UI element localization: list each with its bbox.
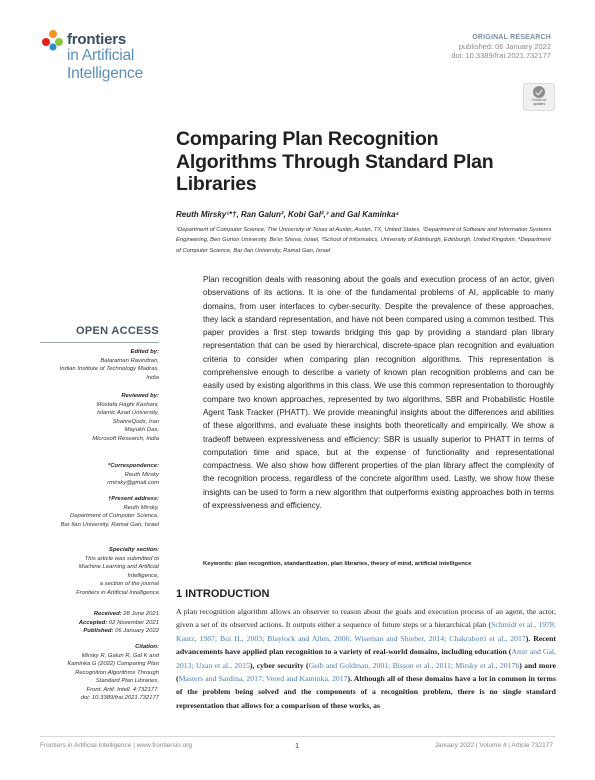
- footer-divider: [40, 736, 555, 737]
- keywords: [203, 561, 554, 567]
- citation-line: Kaminka G (2022) Comparing Plan: [67, 661, 159, 667]
- specialty-line: a section of the journal: [99, 581, 159, 587]
- footer-journal[interactable]: Frontiers in Artificial Intelligence | www.frontiersin.org: [40, 742, 192, 749]
- correspondence-name: Reuth Mirsky: [124, 471, 159, 478]
- author-list: Reuth Mirsky¹*†, Ran Galun², Kobi Gal²,³ and Gal Kaminka⁴: [176, 210, 400, 219]
- present-address: [29, 495, 159, 529]
- article-meta: [451, 33, 551, 60]
- correspondence-email[interactable]: rmirsky@gmail.com: [107, 480, 159, 486]
- published-row: [29, 627, 159, 636]
- keywords-label: Keywords:: [203, 561, 234, 567]
- reviewer-line: ShahreQods, Iran: [112, 418, 159, 425]
- citation-link[interactable]: Amir and Gal, 2013; Uzan et al., 2015: [176, 647, 556, 670]
- article-title: Comparing Plan Recognition Algorithms Through Standard Plan Libraries: [176, 128, 494, 195]
- citation-line: doi: 10.3389/frai.2021.732177: [80, 695, 159, 701]
- intro-text: A plan recognition algorithm allows an observer to reason about the goals and execution process of an agent, the actor, given a set of its observed actions. It outputs either a sequence of future steps or a hierarchical plan (: [176, 607, 556, 630]
- citation-line: Front. Artif. Intell. 4:732177.: [86, 686, 159, 693]
- specialty-line: Intelligence,: [127, 572, 159, 579]
- citation-line: Standard Plan Libraries.: [95, 678, 159, 684]
- citation-link[interactable]: Schmidt et al., 1978; Kautz, 1987; Bui H., 2003; Blaylock and Allen, 2006; Wiseman and Shieber, 2014; Chakraborti et al., 2017: [176, 620, 556, 643]
- page-number: 1: [295, 741, 300, 750]
- citation-link[interactable]: Geib and Goldman, 2001; Bisson et al., 2011; Mirsky et al., 2017b: [308, 660, 520, 670]
- published-label: Published:: [83, 628, 114, 634]
- received-label: Received:: [93, 611, 122, 617]
- editor-line: India: [146, 374, 159, 381]
- open-access-label: OPEN ACCESS: [76, 325, 159, 337]
- citation-link[interactable]: Masters and Sardina, 2017; Vered and Kaminka, 2017: [178, 674, 348, 684]
- intro-text: ). Although all of these domains have a lot in common in terms of the problem being solved and the components of a recognition problem, there is no single standard representation that allows for a comparison of these works, as: [176, 674, 557, 710]
- intro-paragraph: [176, 605, 556, 712]
- affiliations: ¹Department of Computer Science, The University of Texas at Austin, Austin, TX, United States, ²Department of Software and Information Systems Engineering, Ben Gurion University, Be'er Sheva, Israel, ³School of Informatics, University of Edinburgh, Edinburgh, United Kingdom, ⁴Department of Computer Science, Bar Ilan University, Ramat Gan, Israel: [176, 227, 552, 254]
- article-type: ORIGINAL RESEARCH: [472, 34, 551, 41]
- citation: [29, 643, 159, 703]
- section-heading: 1 INTRODUCTION: [176, 588, 270, 600]
- correspondence-label: *Correspondence:: [107, 463, 159, 469]
- citation-line: Mirsky R, Galun R, Gal K and: [81, 652, 159, 659]
- accepted-date: 02 November 2021: [108, 619, 159, 626]
- reviewed-by: [29, 392, 159, 443]
- intro-text: ). Recent advancements have applied plan recognition to a variety of real-world domains, including education (: [176, 633, 556, 657]
- received-date: 28 June 2021: [123, 611, 159, 617]
- edited-by-label: Edited by:: [130, 349, 159, 355]
- footer-volume: January 2022 | Volume 4 | Article 732177: [434, 742, 553, 749]
- address-line: Reuth Mirsky,: [123, 504, 159, 511]
- edited-by: [29, 348, 159, 382]
- citation-label: Citation:: [135, 644, 159, 650]
- doi-link[interactable]: doi: 10.3389/frai.2021.732177: [451, 51, 551, 60]
- badge-line-2: updates: [532, 102, 546, 106]
- correspondence: [29, 462, 159, 488]
- reviewer-line: Mostafa Haghi Kashani,: [96, 401, 159, 408]
- specialty-line: Machine Learning and Artificial: [78, 564, 159, 570]
- address-line: Department of Computer Science,: [69, 513, 159, 519]
- frontiers-logo-icon: [41, 29, 65, 51]
- sidebar-divider: [40, 342, 159, 343]
- intro-text: ), cyber security (: [249, 660, 309, 670]
- published-date-sidebar: 06 January 2022: [115, 628, 159, 634]
- reviewed-by-label: Reviewed by:: [121, 393, 159, 399]
- keywords-list: plan recognition, standardization, plan libraries, theory of mind, artificial intelligence: [234, 561, 472, 567]
- badge-line-1: Check for: [531, 98, 547, 102]
- reviewer-line: Mayukh Das,: [124, 427, 159, 433]
- brand-name: frontiers: [67, 31, 127, 48]
- citation-line: Recognition Algorithms Through: [75, 669, 159, 676]
- intro-text: ) and more (: [176, 660, 556, 684]
- specialty-line: This article was submitted to: [84, 555, 159, 562]
- present-address-label: †Present address:: [107, 496, 159, 502]
- published-date: published: 06 January 2022: [458, 42, 551, 51]
- specialty-section: [29, 546, 159, 597]
- journal-logo: [41, 27, 211, 82]
- specialty-label: Specialty section:: [108, 547, 159, 553]
- reviewer-line: Microsoft Research, India: [92, 435, 159, 442]
- article-dates: [29, 610, 159, 636]
- check-for-updates-badge[interactable]: [523, 83, 555, 111]
- journal-name: in Artificial Intelligence: [67, 47, 144, 82]
- accepted-label: Accepted:: [78, 619, 108, 626]
- accepted-row: [29, 619, 159, 628]
- editor-line: Indian Institute of Technology Madras,: [59, 366, 159, 372]
- received-row: [29, 610, 159, 619]
- check-icon: [533, 86, 545, 98]
- specialty-line: Frontiers in Artificial Intelligence: [76, 589, 159, 596]
- editor-line: Balaraman Ravindran,: [100, 357, 159, 364]
- abstract: Plan recognition deals with reasoning about the goals and execution process of an actor, given observations of its actions. It is one of the fundamental problems of AI, applicable to many domains, from user interfaces to cyber-security. Despite the prevalence of these approaches, they lack a standard representation, and have not been compared using a common testbed. This paper provides a first step towards bridging this gap by providing a standard plan library representation that can be used by hierarchical, discrete-space plan recognition and evaluation criteria to consider when comparing plan recognition algorithms. This representation is comprehensive enough to describe a variety of known plan recognition problems and can be easily used by existing algorithms in this class. We use this common representation to thoroughly compare two known approaches, represented by two algorithms, SBR and Probabilistic Hostile Agent Task Tracker (PHATT). We provide meaningful insights about the differences and abilities of these algorithms, and evaluate these insights both theoretically and empirically. We show a tradeoff between expressiveness and efficiency: SBR is usually superior to PHATT in terms of computation time and space, but at the expense of functionality and representational compactness. We also show how different properties of the plan library affect the complexity of the recognition process, regardless of the concrete algorithm used. Lastly, we show how these insights can be used to form a new algorithm that outperforms existing approaches both in terms of expressiveness and efficiency.: [203, 275, 554, 511]
- reviewer-line: Islamic Azad University,: [97, 410, 159, 416]
- address-line: Bar Ilan University, Ramat Gan, Israel: [60, 521, 159, 528]
